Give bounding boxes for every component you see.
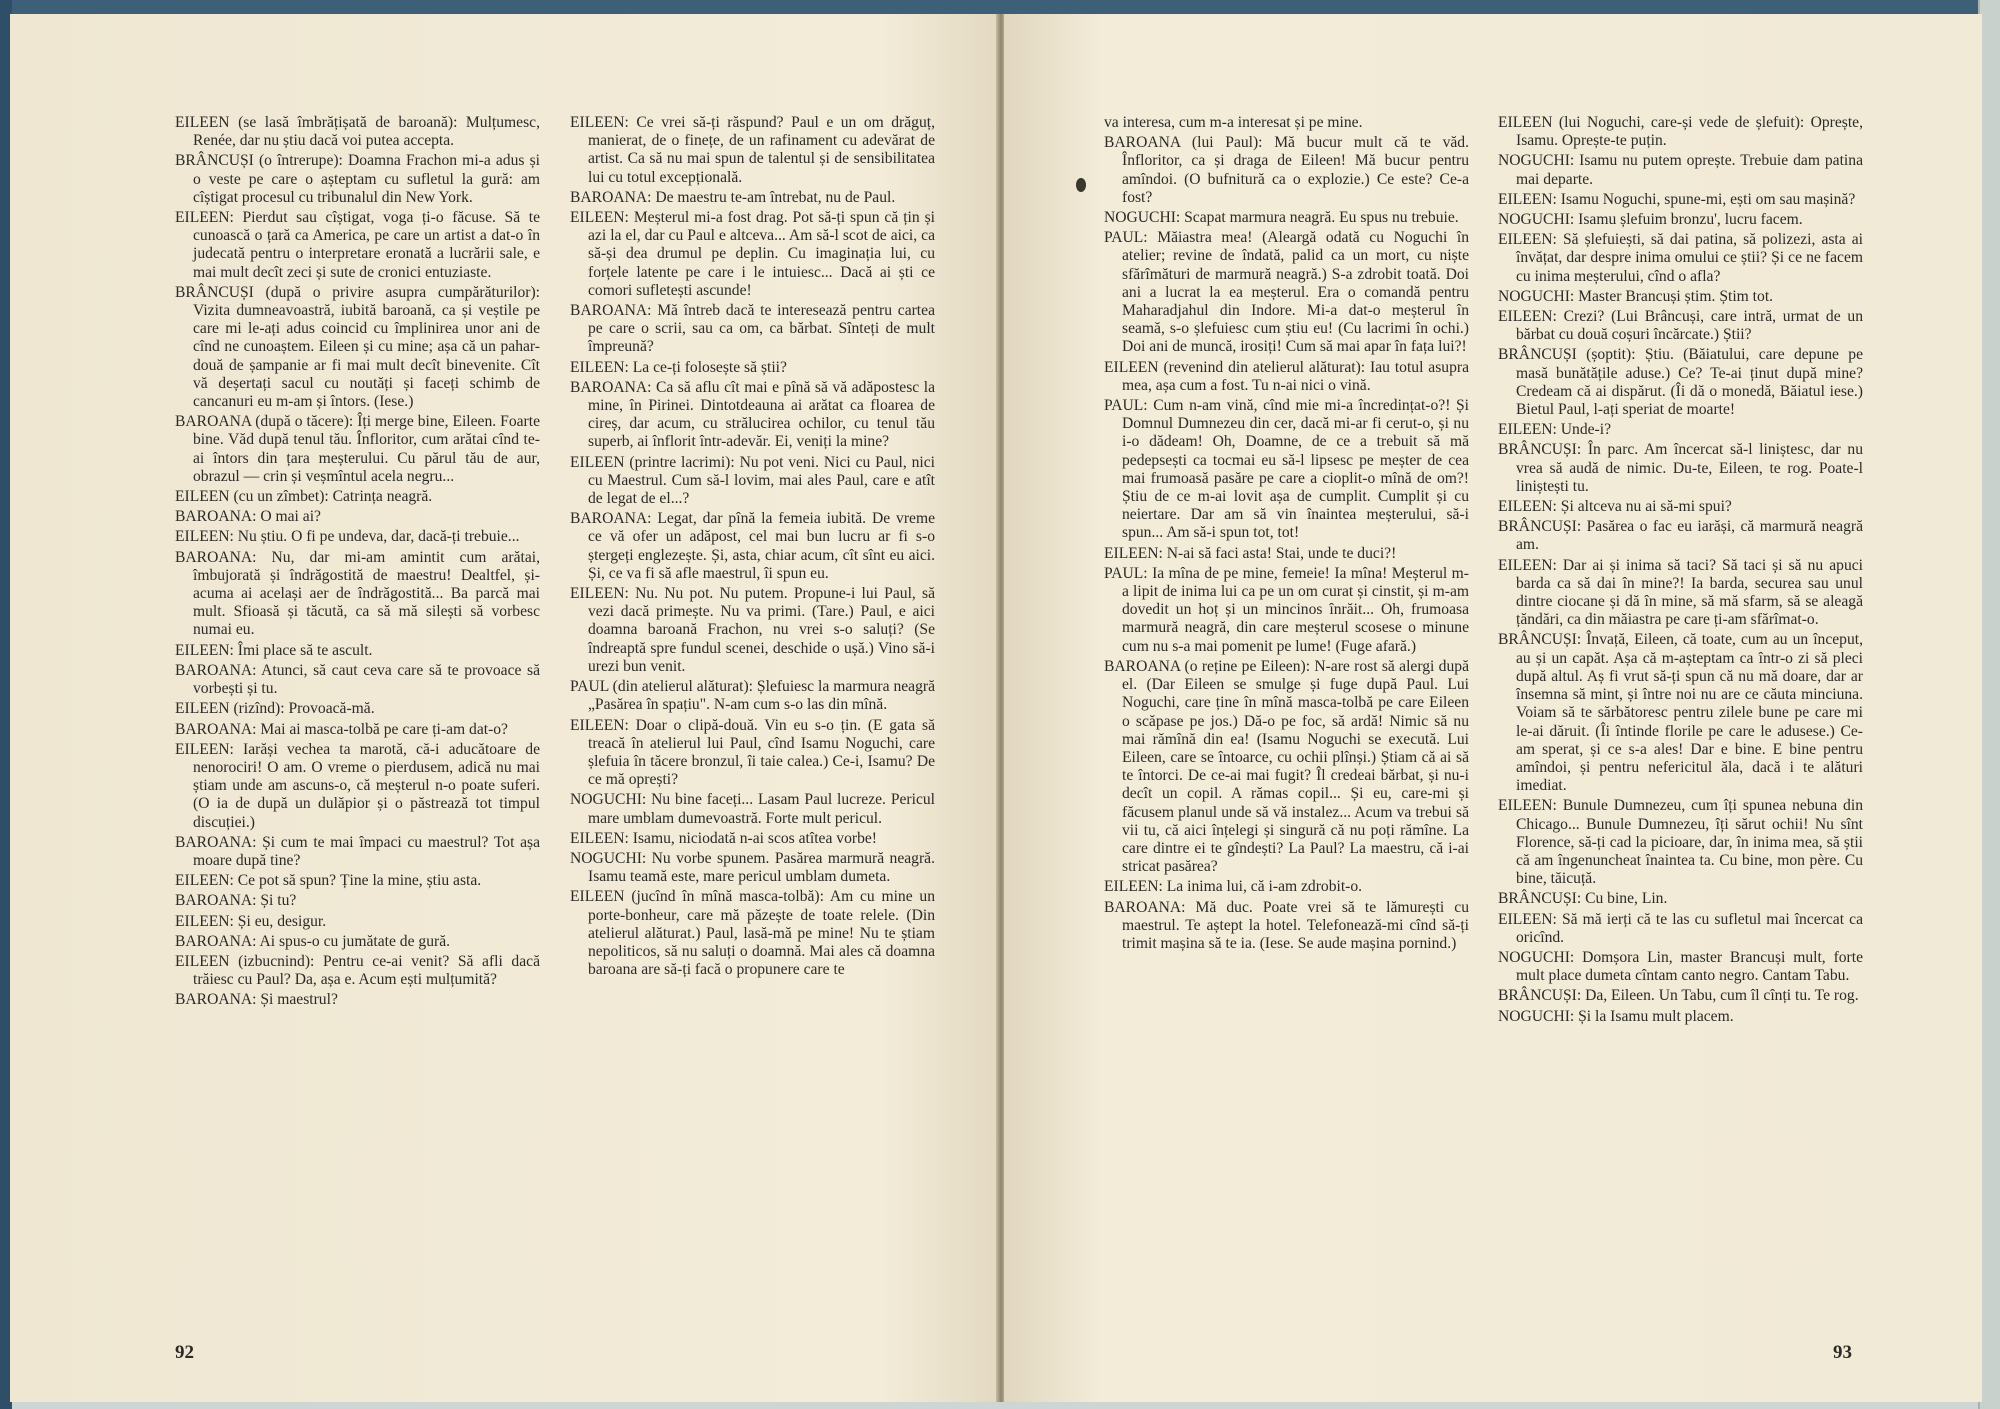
dialogue-paragraph: EILEEN: Iarăși vechea ta marotă, că-i aducătoare de nenorociri! O am. O vreme o pierdusem, adică nu mai știam unde am ascuns-o, că meșterul n-o poate suferi. (O ia de după un dulăpior și o păstrează tot timpul discuției.) <box>175 740 540 831</box>
dialogue-paragraph: NOGUCHI: Nu vorbe spunem. Pasărea marmură neagră. Isamu teamă este, mare pericul umblam dumeta. <box>570 849 935 886</box>
dialogue-paragraph: BRÂNCUȘI (șoptit): Știu. (Băiatului, care depune pe masă bunătățile aduse.) Ce? Te-ai ținut după mine? Credeam că ai dispărut. (Îi dă o monedă, Băiatul iese.) Bietul Paul, l-ați speriat de moarte! <box>1498 346 1863 419</box>
dialogue-paragraph: va interesa, cum m-a interesat și pe mine. <box>1104 114 1363 131</box>
dialogue-paragraph: EILEEN: Meșterul mi-a fost drag. Pot să-ți spun că țin și azi la el, dar cu Paul e altceva... Am să-l scot de aici, ca să-și dea drumul pe deplin. Cu imaginația lui, cu forțele latente pe care i le intuiesc... Dacă ai ști ce comori sufletești ascunde! <box>570 209 935 299</box>
right-page-column-1 <box>1104 114 1469 955</box>
dialogue-paragraph: EILEEN (revenind din atelierul alăturat): Iau totul asupra mea, așa cum a fost. Tu n-ai nici o vină. <box>1104 358 1469 394</box>
dialogue-paragraph: PAUL: Măiastra mea! (Aleargă odată cu Noguchi în atelier; revine de îndată, palid ca un mort, cu niște sfărîmături de marmură neagră.) S-a zdrobit toată. Doi ani a lucrat la ea meșterul. Era o comandă pentru Maharadjahul din Indore. Mi-a dat-o meșterul în seamă, s-o șlefuiesc cum știu eu! (Cu lacrimi în ochi.) Doi ani de muncă, irosiți! Cum să mai apar în fața lui?! <box>1104 229 1469 356</box>
dialogue-paragraph: PAUL (din atelierul alăturat): Șlefuiesc la marmura neagră „Pasărea în spațiu". N-am cum s-o las din mînă. <box>570 678 935 714</box>
dialogue-paragraph: EILEEN: Isamu, niciodată n-ai scos atîtea vorbe! <box>570 829 877 847</box>
dialogue-paragraph: EILEEN: Nu știu. O fi pe undeva, dar, dacă-ți trebuie... <box>175 528 520 546</box>
dialogue-paragraph: EILEEN: Și eu, desigur. <box>175 912 327 930</box>
dialogue-paragraph: BRÂNCUȘI: Pasărea o fac eu iarăși, că marmură neagră am. <box>1498 518 1863 554</box>
right-page <box>1004 14 1982 1402</box>
dialogue-paragraph: BAROANA: Ai spus-o cu jumătate de gură. <box>175 932 451 950</box>
dialogue-paragraph: BAROANA: Ca să aflu cît mai e pînă să vă adăpostesc la mine, în Pirinei. Dintotdeauna ai arătat ca floarea de cireș, dar acum, cu strălucirea ochilor, cu tenul tău superb, ai înflorit într-adevăr. Ei, veniți la mine? <box>570 378 935 451</box>
dialogue-paragraph: NOGUCHI: Isamu șlefuim bronzu', lucru facem. <box>1498 211 1803 229</box>
dialogue-paragraph: PAUL: Cum n-am vină, cînd mie mi-a încredințat-o?! Și Domnul Dumnezeu din cer, dacă mi-ar fi cerut-o, și nu i-o dădeam! Oh, Doamne, de ce a trebuit să mă pedepsești ca tocmai eu să-l lipsesc pe meșter de cea mai frumoasă pasăre pe care a cioplit-o mînă de om?! Știu de ce m-ai lovit așa de cumplit. Cumplit și cu neiertare. Dar am să vin înaintea meșterului, să-i spun... Am să-i spun tot, tot! <box>1104 397 1469 542</box>
left-page-column-1 <box>175 114 540 1012</box>
page-number-left: 92 <box>175 1342 194 1363</box>
dialogue-paragraph: BAROANA: Mă întreb dacă te interesează pentru cartea pe care o scrii, sau ca om, ca bărbat. Sînteți de mult împreună? <box>570 302 935 356</box>
dialogue-paragraph: EILEEN: Să șlefuiești, să dai patina, să polizezi, asta ai învățat, dar despre inima omului ce știi? Și ce ne facem cu inima meșterului, cînd o afla? <box>1498 231 1863 285</box>
left-page-column-2 <box>570 114 935 981</box>
left-page <box>10 14 1000 1402</box>
dialogue-paragraph: NOGUCHI: Master Brancuși știm. Știm tot. <box>1498 287 1774 305</box>
dialogue-paragraph: EILEEN: Dar ai și inima să taci? Să taci și să nu apuci barda ca să dai în mine?! Ia barda, securea sau unul dintre ciocane și dă în mine, să mă sfarm, să se aleagă țăndări, ca din măiastra pe care ți-am sfărîmat-o. <box>1498 556 1863 629</box>
dialogue-paragraph: EILEEN (jucînd în mînă masca-tolbă): Am cu mine un porte-bonheur, care mă păzește de toate relele. (Din atelierul alăturat.) Paul, lasă-mă pe mine! Nu te știam nepoliticos, să nu saluți o doamnă. Mai ales că doamna baroana are să-ți facă o propunere care te <box>570 888 935 979</box>
dialogue-paragraph: EILEEN: Nu. Nu pot. Nu putem. Propune-i lui Paul, să vezi dacă primește. Nu va primi. (Tare.) Paul, e aici doamna baroană Frachon, nu vrei s-o saluți? (Se îndreaptă spre fundul scenei, deschide o ușă.) Vino să-i urezi bun venit. <box>570 585 935 675</box>
dialogue-paragraph: EILEEN: Doar o clipă-două. Vin eu s-o țin. (E gata să treacă în atelierul lui Paul, cînd Isamu Noguchi, care șlefuia în tăcere bronzul, îi taie calea.) Ce-i, Isamu? De ce mă oprești? <box>570 716 935 789</box>
dialogue-paragraph: BRÂNCUȘI (după o privire asupra cumpărăturilor): Vizita dumneavoastră, iubită baroană, ca și veștile pe care mi le-ați adus coincid cu împlinirea unor ani de cînd ne cunoaștem. Eileen și cu mine; așa că un pahar-două de șampanie ar fi mai mult decît binevenite. Cît vă deșertați sacul cu noutăți și faceți schimb de cancanuri eu m-am și întors. (Iese.) <box>175 283 540 411</box>
dialogue-paragraph: PAUL: Ia mîna de pe mine, femeie! Ia mîna! Meșterul m-a lipit de inima lui ca pe un om curat și cinstit, și m-am dovedit un hoț și un mincinos înrăit... Oh, frumoasa marmură neagră, din care meșterul scosese o minune cum nu s-a mai pomenit pe lume! (Fuge afară.) <box>1104 564 1469 655</box>
dialogue-paragraph: EILEEN (printre lacrimi): Nu pot veni. Nici cu Paul, nici cu Maestrul. Cum să-l lovim, mai ales Paul, care e atît de legat de el...? <box>570 453 935 508</box>
dialogue-paragraph: EILEEN: Și altceva nu ai să-mi spui? <box>1498 498 1732 516</box>
dialogue-paragraph: EILEEN: Bunule Dumnezeu, cum îți spunea nebuna din Chicago... Bunule Dumnezeu, îți sărut ochii! Nu sînt Florence, să-ți cad la picioare, dar, în inima mea, să știi că am îngenuncheat înaintea ta. Cu bine, mon père. Cu bine, tăicuță. <box>1498 797 1863 888</box>
dialogue-paragraph: BAROANA: O mai ai? <box>175 508 321 526</box>
dialogue-paragraph: EILEEN (rizînd): Provoacă-mă. <box>175 700 375 718</box>
dialogue-paragraph: BRÂNCUȘI: Da, Eileen. Un Tabu, cum îl cînți tu. Te rog. <box>1498 987 1859 1005</box>
dialogue-paragraph: EILEEN (lui Noguchi, care-și vede de șlefuit): Oprește, Isamu. Oprește-te puțin. <box>1498 114 1863 150</box>
dialogue-paragraph: EILEEN: Îmi place să te ascult. <box>175 641 373 659</box>
dialogue-paragraph: EILEEN (cu un zîmbet): Catrința neagră. <box>175 488 433 506</box>
dialogue-paragraph: NOGUCHI: Nu bine faceți... Lasam Paul lucreze. Pericul mare umblam dumevoastră. Forte mult pericul. <box>570 791 935 827</box>
dialogue-paragraph: EILEEN: Pierdut sau cîștigat, voga ți-o făcuse. Să te cunoască o țară ca America, pe care un artist a dat-o în judecată pentru o interpretare eronată a lucrării sale, e mai mult decît zeci și sute de cronici entuziaste. <box>175 209 540 281</box>
dialogue-paragraph: BRÂNCUȘI: În parc. Am încercat să-l liniștesc, dar nu vrea să audă de nimic. Du-te, Eileen, te rog. Poate-l liniștești tu. <box>1498 441 1863 495</box>
dialogue-paragraph: BAROANA: Și cum te mai împaci cu maestrul? Tot așa moare după tine? <box>175 833 540 869</box>
right-page-column-2 <box>1498 114 1863 1028</box>
dialogue-paragraph: EILEEN: Unde-i? <box>1498 421 1612 439</box>
dialogue-paragraph: BAROANA: Mai ai masca-tolbă pe care ți-am dat-o? <box>175 720 508 738</box>
dialogue-paragraph: EILEEN: Isamu Noguchi, spune-mi, ești om sau mașină? <box>1498 190 1856 208</box>
dialogue-paragraph: NOGUCHI: Domșora Lin, master Brancuși mult, forte mult place dumeta cîntam canto negro. Cantam Tabu. <box>1498 948 1863 985</box>
dialogue-paragraph: EILEEN (izbucnind): Pentru ce-ai venit? Să afli dacă trăiesc cu Paul? Da, așa e. Acum ești mulțumită? <box>175 952 540 989</box>
dialogue-paragraph: BAROANA: Și maestrul? <box>175 991 338 1009</box>
dialogue-paragraph: BAROANA: Nu, dar mi-am amintit cum arătai, îmbujorată și îndrăgostită de maestru! Dealtfel, și-acuma ai același aer de îndrăgostită... Ba parcă mai mult. Sfioasă și tăcută, ca să mă silești să vorbesc numai eu. <box>175 548 540 639</box>
dialogue-paragraph: BAROANA: Atunci, să caut ceva care să te provoace să vorbești și tu. <box>175 661 540 698</box>
dialogue-paragraph: EILEEN: Crezi? (Lui Brâncuși, care intră, urmat de un bărbat cu două coșuri încărcate.) Știi? <box>1498 308 1863 344</box>
page-number-right: 93 <box>1833 1342 1852 1363</box>
dialogue-paragraph: EILEEN: N-ai să faci asta! Stai, unde te duci?! <box>1104 544 1397 562</box>
dialogue-paragraph: BAROANA: Legat, dar pînă la femeia iubită. De vreme ce vă ofer un adăpost, cel mai bun lucru ar fi s-o ștergeți englezește. Și, asta, chiar acum, cît sînt eu aici. Și, ce va fi să afle maestrul, îi spun eu. <box>570 510 935 582</box>
dialogue-paragraph: NOGUCHI: Și la Isamu mult placem. <box>1498 1007 1734 1025</box>
dialogue-paragraph: EILEEN (se lasă îmbrățișată de baroană): Mulțumesc, Renée, dar nu știu dacă voi putea accepta. <box>175 114 540 150</box>
dialogue-paragraph: EILEEN: Să mă ierți că te las cu sufletul mai încercat ca oricînd. <box>1498 910 1863 946</box>
dialogue-paragraph: BRÂNCUȘI (o întrerupe): Doamna Frachon mi-a adus și o veste pe care o așteptam cu sufletul la gură: am cîștigat procesul cu tribunalul din New York. <box>175 152 540 206</box>
dialogue-paragraph: BRÂNCUȘI: Cu bine, Lin. <box>1498 890 1668 908</box>
dialogue-paragraph: BAROANA: Mă duc. Poate vrei să te lămurești cu maestrul. Te aștept la hotel. Telefonează-mi cînd să-ți trimit mașina să te ia. (Iese. Se aude mașina pornind.) <box>1104 898 1469 952</box>
dialogue-paragraph: BAROANA (lui Paul): Mă bucur mult că te văd. Înfloritor, ca și draga de Eileen! Mă bucur pentru amîndoi. (O bufnitură ca o explozie.) Ce este? Ce-a fost? <box>1104 134 1469 206</box>
dialogue-paragraph: EILEEN: La ce-ți folosește să știi? <box>570 358 787 376</box>
dialogue-paragraph: BAROANA (după o tăcere): Îți merge bine, Eileen. Foarte bine. Văd după tenul tău. Înfloritor, cum arătai cînd te-ai întors din țara meșterului. Cu părul tău de aur, obrazul — crin și veșmîntul acela negru... <box>175 413 540 485</box>
dialogue-paragraph: BAROANA: Și tu? <box>175 892 297 910</box>
dialogue-paragraph: EILEEN: Ce vrei să-ți răspund? Paul e un om drăguț, manierat, de o finețe, de un rafinament cu adevărat de artist. Ca să nu mai spun de talentul și de sensibilitatea lui cu totul excepțională. <box>570 114 935 186</box>
dialogue-paragraph: EILEEN: La inima lui, că i-am zdrobit-o. <box>1104 878 1363 896</box>
ink-spot <box>1076 178 1086 192</box>
dialogue-paragraph: EILEEN: Ce pot să spun? Ține la mine, știu asta. <box>175 872 482 890</box>
dialogue-paragraph: NOGUCHI: Scapat marmura neagră. Eu spus nu trebuie. <box>1104 209 1459 227</box>
dialogue-paragraph: BRÂNCUȘI: Învață, Eileen, că toate, cum au un început, au și un capăt. Așa că m-așteptam ca într-o zi să pleci după altul. Aș fi vrut să-ți spun că nu mă doare, dar ar însemna să mint, și între noi nu are ce căuta minciuna. Voiam să te sărbătoresc pentru zilele bune pe care mi le-ai dăruit. (Îi întinde florile pe care le adusese.) Ce-am sperat, și ce s-a ales! Dar e bine. E bine pentru amîndoi, și pentru nefericitul ăla, dacă i te alături imediat. <box>1498 631 1863 795</box>
dialogue-paragraph: BAROANA: De maestru te-am întrebat, nu de Paul. <box>570 188 896 206</box>
dialogue-paragraph: BAROANA (o reține pe Eileen): N-are rost să alergi după el. (Dar Eileen se smulge și fuge după Paul. Lui Noguchi, care ține în mînă masca-tolbă pe care Eileen o scăpase pe jos.) Dă-o pe foc, să ardă! Nimic să nu mai rămînă din ea! (Isamu Noguchi se execută. Lui Eileen, care se întoarce, cu ochii plînși.) Știam că ai să te întorci. De ce-ai mai fugit? Îl credeai bărbat, și nu-i decît un copil. A rămas copil... Și eu, care-mi și făcusem planul unde să vă instalez... Acum va trebui să vii tu, că aici înțelegi și singură că nu poți rămîne. La care dintre ei te gîndești? La Paul? La maestru, că i-ai stricat pasărea? <box>1104 657 1469 876</box>
dialogue-paragraph: NOGUCHI: Isamu nu putem oprește. Trebuie dam patina mai departe. <box>1498 152 1863 188</box>
